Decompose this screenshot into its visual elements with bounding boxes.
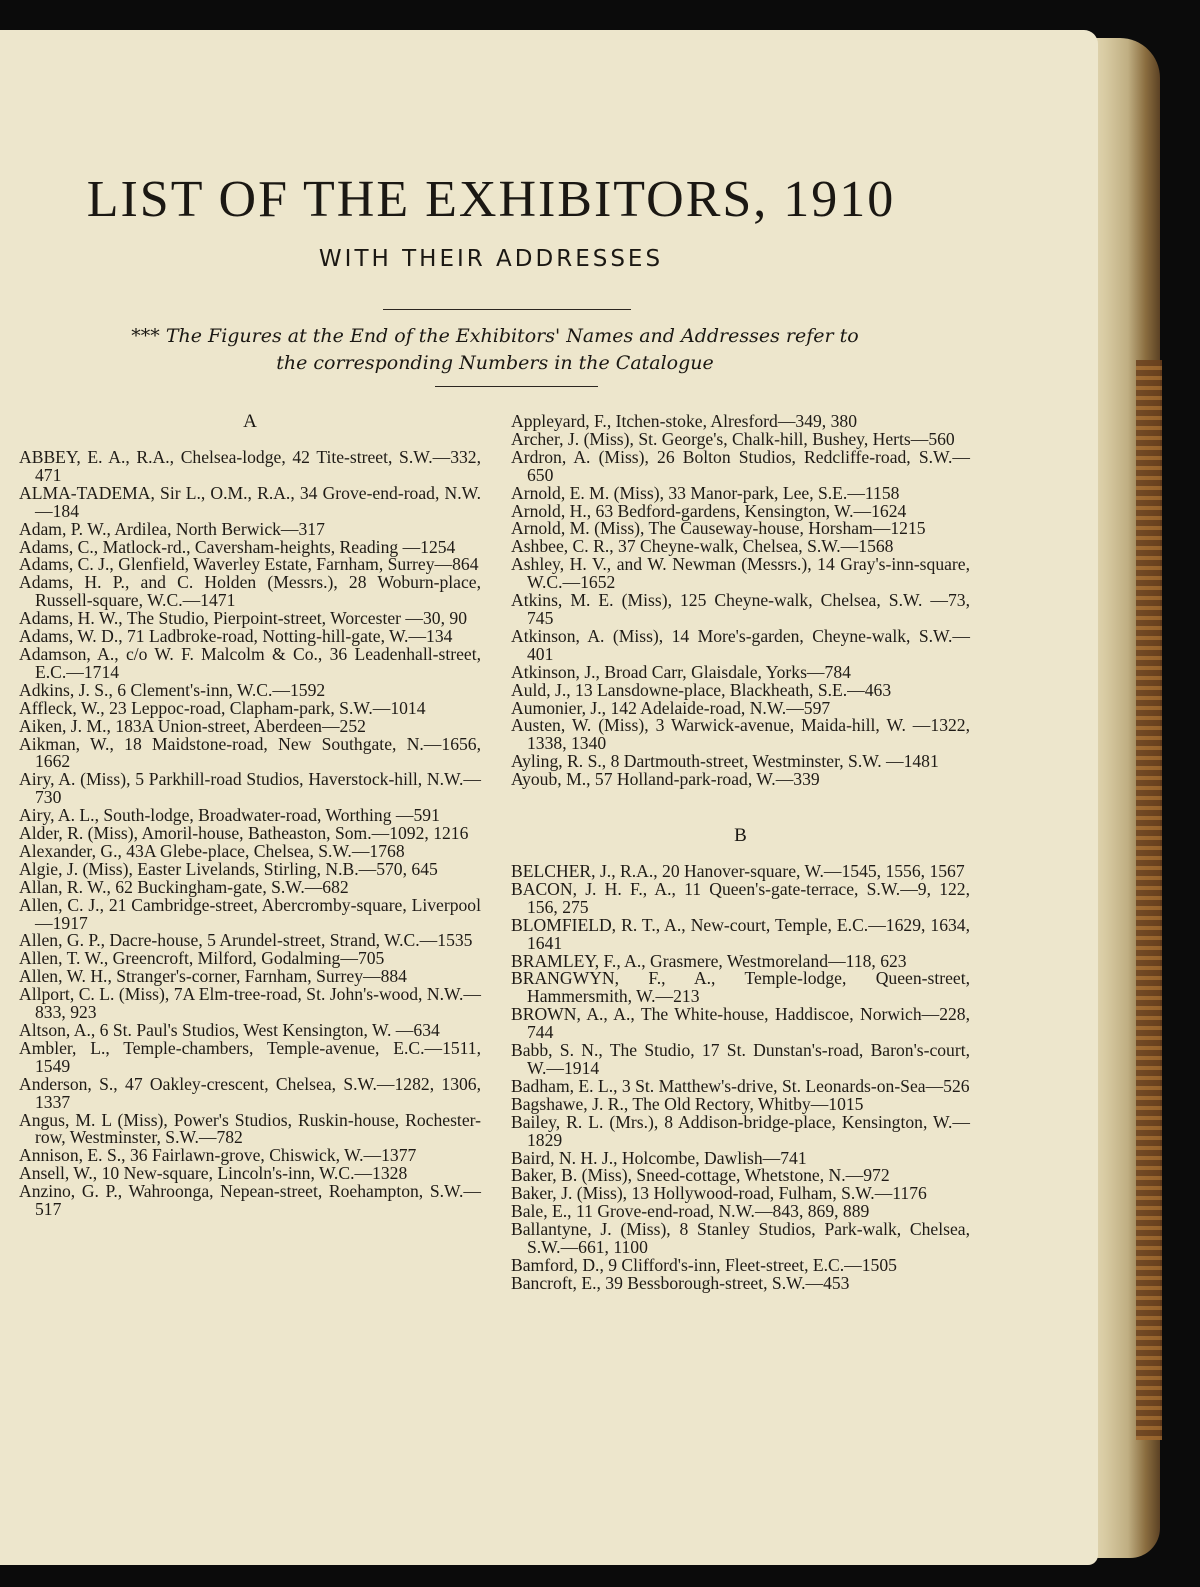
exhibitor-entry: Bale, E., 11 Grove-end-road, N.W.—843, 869, 889 xyxy=(511,1201,870,1222)
exhibitor-entry: BRANGWYN, F., A., Temple-lodge, Queen-street, Hammersmith, W.—213 xyxy=(511,968,970,1007)
exhibitor-entry: Allen, G. P., Dacre-house, 5 Arundel-street, Strand, W.C.—1535 xyxy=(19,930,473,951)
exhibitor-entry: Ambler, L., Temple-chambers, Temple-avenue, E.C.—1511, 1549 xyxy=(19,1037,481,1076)
exhibitor-list-b xyxy=(511,863,970,1293)
exhibitor-entry: Appleyard, F., Itchen-stoke, Alresford—349, 380 xyxy=(511,411,857,431)
exhibitor-entry: Ashley, H. V., and W. Newman (Messrs.), 14 Gray's-inn-square, W.C.—1652 xyxy=(511,554,970,593)
exhibitor-entry: Angus, M. L (Miss), Power's Studios, Ruskin-house, Rochester-row, Westminster, S.W.—782 xyxy=(19,1109,481,1148)
divider-top xyxy=(383,309,631,310)
exhibitor-entry: Austen, W. (Miss), 3 Warwick-avenue, Maida-hill, W. —1322, 1338, 1340 xyxy=(511,715,970,754)
exhibitor-list-a-continued xyxy=(511,413,970,789)
exhibitor-list-a xyxy=(19,449,481,1219)
exhibitor-entry: Aikman, W., 18 Maidstone-road, New Southgate, N.—1656, 1662 xyxy=(19,733,481,772)
exhibitor-entry: Algie, J. (Miss), Easter Livelands, Stirling, N.B.—570, 645 xyxy=(19,858,438,879)
exhibitor-entry: Aiken, J. M., 183A Union-street, Aberdeen—252 xyxy=(19,715,366,736)
exhibitor-entry: Allan, R. W., 62 Buckingham-gate, S.W.—682 xyxy=(19,876,349,897)
exhibitor-entry: Allen, W. H., Stranger's-corner, Farnham, Surrey—884 xyxy=(19,966,407,987)
exhibitor-entry: Bamford, D., 9 Clifford's-inn, Fleet-street, E.C.—1505 xyxy=(511,1254,897,1275)
exhibitor-entry: Allen, T. W., Greencroft, Milford, Godalming—705 xyxy=(19,948,385,969)
exhibitor-entry: Babb, S. N., The Studio, 17 St. Dunstan's-road, Baron's-court, W.—1914 xyxy=(511,1040,970,1078)
exhibitor-entry: Ayling, R. S., 8 Dartmouth-street, Westminster, S.W. —1481 xyxy=(511,751,939,772)
exhibitor-entry: ABBEY, E. A., R.A., Chelsea-lodge, 42 Tite-street, S.W.—332, 471 xyxy=(19,447,481,485)
exhibitor-entry: Ardron, A. (Miss), 26 Bolton Studios, Redcliffe-road, S.W.—650 xyxy=(511,446,970,485)
exhibitor-entry: Bagshawe, J. R., The Old Rectory, Whitby—1015 xyxy=(511,1093,864,1114)
book-binding-edge xyxy=(1136,360,1162,1440)
exhibitor-entry: Airy, A. L., South-lodge, Broadwater-road, Worthing —591 xyxy=(19,805,440,826)
exhibitor-entry: Anzino, G. P., Wahroonga, Nepean-street, Roehampton, S.W.—517 xyxy=(19,1181,481,1220)
exhibitor-entry: Adams, W. D., 71 Ladbroke-road, Notting-hill-gate, W.—134 xyxy=(19,626,453,647)
exhibitor-entry: Badham, E. L., 3 St. Matthew's-drive, St. Leonards-on-Sea—526 xyxy=(511,1075,970,1096)
exhibitor-entry: Ashbee, C. R., 37 Cheyne-walk, Chelsea, S.W.—1568 xyxy=(511,536,894,557)
exhibitor-entry: Alder, R. (Miss), Amoril-house, Batheaston, Som.—1092, 1216 xyxy=(19,823,469,844)
exhibitor-entry: Atkinson, J., Broad Carr, Glaisdale, Yorks—784 xyxy=(511,661,851,682)
exhibitor-entry: Ayoub, M., 57 Holland-park-road, W.—339 xyxy=(511,769,820,790)
exhibitor-entry: Baker, J. (Miss), 13 Hollywood-road, Fulham, S.W.—1176 xyxy=(511,1183,927,1204)
page-title: LIST OF THE EXHIBITORS, 1910 xyxy=(86,171,896,228)
book-page xyxy=(0,30,1098,1565)
exhibitor-entry: Bancroft, E., 39 Bessborough-street, S.W.—453 xyxy=(511,1272,850,1293)
exhibitor-entry: Adams, C., Matlock-rd., Caversham-heights, Reading —1254 xyxy=(19,536,456,557)
exhibitor-entry: Affleck, W., 23 Leppoc-road, Clapham-park, S.W.—1014 xyxy=(19,697,426,718)
exhibitor-entry: Bailey, R. L. (Mrs.), 8 Addison-bridge-place, Kensington, W.—1829 xyxy=(511,1111,970,1150)
exhibitor-entry: Ansell, W., 10 New-square, Lincoln's-inn, W.C.—1328 xyxy=(19,1163,408,1184)
exhibitor-entry: Annison, E. S., 36 Fairlawn-grove, Chiswick, W.—1377 xyxy=(19,1145,417,1166)
page-subtitle: WITH THEIR ADDRESSES xyxy=(318,246,664,272)
exhibitor-entry: Alexander, G., 43A Glebe-place, Chelsea, S.W.—1768 xyxy=(19,840,405,861)
exhibitor-entry: Atkins, M. E. (Miss), 125 Cheyne-walk, Chelsea, S.W. —73, 745 xyxy=(511,590,970,628)
exhibitor-entry: Adam, P. W., Ardilea, North Berwick—317 xyxy=(19,518,325,539)
exhibitor-entry: BROWN, A., A., The White-house, Haddiscoe, Norwich—228, 744 xyxy=(511,1004,970,1043)
exhibitor-entry: Airy, A. (Miss), 5 Parkhill-road Studios, Haverstock-hill, N.W.—730 xyxy=(19,769,481,808)
exhibitor-entry: Auld, J., 13 Lansdowne-place, Blackheath, S.E.—463 xyxy=(511,679,892,700)
exhibitor-entry: Adkins, J. S., 6 Clement's-inn, W.C.—1592 xyxy=(19,679,326,700)
exhibitor-entry: Ballantyne, J. (Miss), 8 Stanley Studios, Park-walk, Chelsea, S.W.—661, 1100 xyxy=(511,1219,970,1258)
column-right xyxy=(511,413,970,1293)
exhibitor-entry: Arnold, H., 63 Bedford-gardens, Kensington, W.—1624 xyxy=(511,500,907,521)
exhibitor-entry: Atkinson, A. (Miss), 14 More's-garden, Cheyne-walk, S.W.—401 xyxy=(511,625,970,664)
exhibitor-entry: Arnold, E. M. (Miss), 33 Manor-park, Lee, S.E.—1158 xyxy=(511,482,900,503)
catalogue-note xyxy=(90,323,900,377)
exhibitor-entry: Aumonier, J., 142 Adelaide-road, N.W.—597 xyxy=(511,697,831,718)
exhibitor-entry: Anderson, S., 47 Oakley-crescent, Chelsea, S.W.—1282, 1306, 1337 xyxy=(19,1073,481,1112)
exhibitor-entry: Adams, H. W., The Studio, Pierpoint-street, Worcester —30, 90 xyxy=(19,608,467,629)
exhibitor-entry: Altson, A., 6 St. Paul's Studios, West Kensington, W. —634 xyxy=(19,1020,440,1040)
section-heading-a: A xyxy=(243,411,257,432)
exhibitor-entry: Arnold, M. (Miss), The Causeway-house, Horsham—1215 xyxy=(511,518,926,539)
exhibitor-entry: BACON, J. H. F., A., 11 Queen's-gate-terrace, S.W.—9, 122, 156, 275 xyxy=(511,878,970,917)
exhibitor-entry: Baker, B. (Miss), Sneed-cottage, Whetstone, N.—972 xyxy=(511,1165,890,1186)
exhibitor-entry: Adams, C. J., Glenfield, Waverley Estate, Farnham, Surrey—864 xyxy=(19,554,479,575)
section-heading-b: B xyxy=(734,825,747,847)
exhibitor-entry: Adamson, A., c/o W. F. Malcolm & Co., 36 Leadenhall-street, E.C.—1714 xyxy=(19,643,481,682)
exhibitor-entry: Baird, N. H. J., Holcombe, Dawlish—741 xyxy=(511,1147,807,1168)
exhibitor-entry: ALMA-TADEMA, Sir L., O.M., R.A., 34 Grove-end-road, N.W.—184 xyxy=(19,482,481,521)
exhibitor-entry: BRAMLEY, F., A., Grasmere, Westmoreland—118, 623 xyxy=(511,950,907,971)
catalogue-note-line-1: *** The Figures at the End of the Exhibitors' Names and Addresses refer to xyxy=(131,325,859,347)
divider-bottom xyxy=(435,386,598,387)
exhibitor-entry: Archer, J. (Miss), St. George's, Chalk-hill, Bushey, Herts—560 xyxy=(511,428,955,449)
column-left xyxy=(19,413,481,1219)
exhibitor-entry: BLOMFIELD, R. T., A., New-court, Temple, E.C.—1629, 1634, 1641 xyxy=(511,914,970,953)
catalogue-note-line-2: the corresponding Numbers in the Catalogue xyxy=(276,352,714,374)
exhibitor-entry: Adams, H. P., and C. Holden (Messrs.), 28 Woburn-place, Russell-square, W.C.—1471 xyxy=(19,572,481,611)
exhibitor-entry: BELCHER, J., R.A., 20 Hanover-square, W.—1545, 1556, 1567 xyxy=(511,861,965,882)
exhibitor-entry: Allport, C. L. (Miss), 7A Elm-tree-road, St. John's-wood, N.W.—833, 923 xyxy=(19,984,481,1023)
exhibitor-entry: Allen, C. J., 21 Cambridge-street, Abercromby-square, Liverpool—1917 xyxy=(19,894,481,933)
